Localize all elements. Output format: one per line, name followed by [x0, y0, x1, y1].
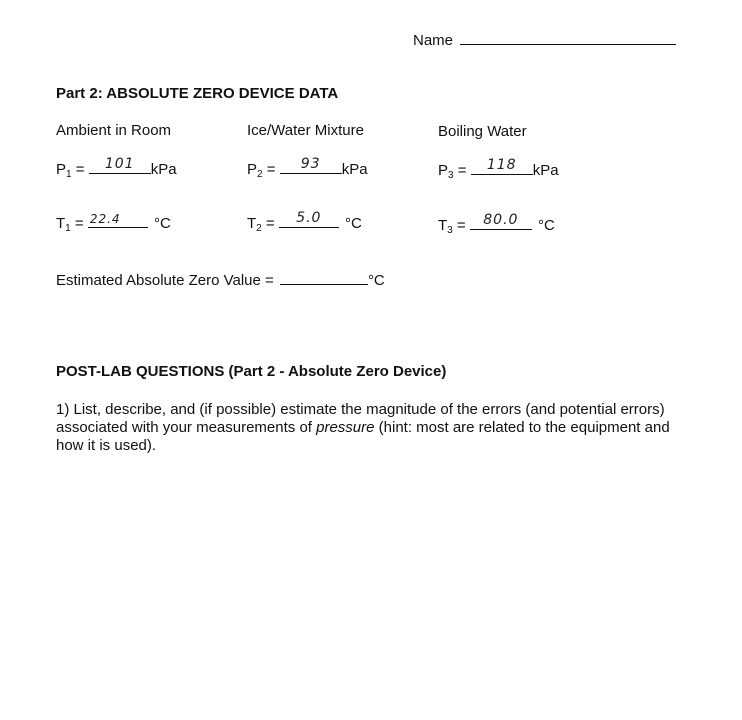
name-label: Name	[413, 32, 454, 49]
t1-value-blank[interactable]	[88, 213, 148, 228]
t1-unit: °C	[154, 215, 171, 232]
t1-value: 22.4	[89, 212, 121, 226]
estimate-label: Estimated Absolute Zero Value =	[56, 272, 274, 289]
p2-unit: kPa	[341, 161, 368, 178]
t3-value: 80.0	[483, 212, 519, 228]
p2-field: $P_2$ = 93 kPa	[247, 156, 368, 180]
t2-unit: °C	[345, 215, 362, 232]
p3-unit: kPa	[532, 162, 559, 179]
column-heading-boiling: Boiling Water	[438, 123, 527, 140]
name-field	[413, 30, 676, 49]
question-1: 1) List, describe, and (if possible) estimate the magnitude of the errors (and potential errors) associated with your measurements of pressure (hint: most are related to the equipment and how it is used).	[56, 401, 670, 454]
estimate-value-blank[interactable]	[280, 270, 368, 285]
estimate-field	[56, 270, 385, 289]
p3-field: $P_3$ = 118 kPa	[438, 157, 559, 181]
p1-field: $P_1$ = 101 kPa	[56, 156, 177, 180]
column-heading-ice-water: Ice/Water Mixture	[247, 122, 364, 139]
p1-value: 101	[104, 156, 135, 172]
postlab-title: POST-LAB QUESTIONS (Part 2 - Absolute Zero Device)	[56, 363, 447, 380]
p1-unit: kPa	[150, 161, 177, 178]
t1-field: $T_1$ = 22.4 °C	[56, 212, 171, 234]
part2-title: Part 2: ABSOLUTE ZERO DEVICE DATA	[56, 85, 339, 102]
p2-value: 93	[300, 156, 321, 172]
p3-value-blank[interactable]	[471, 157, 533, 175]
name-input-line[interactable]	[460, 30, 676, 45]
t2-field: $T_2$ = 5.0 °C	[247, 210, 362, 234]
t2-value: 5.0	[296, 210, 322, 226]
p2-value-blank[interactable]	[280, 156, 342, 174]
column-heading-ambient: Ambient in Room	[56, 122, 172, 139]
t3-field: $T_3$ = 80.0 °C	[438, 212, 555, 236]
t3-unit: °C	[538, 217, 555, 234]
p1-value-blank[interactable]	[89, 156, 151, 174]
emphasis-pressure: pressure	[316, 419, 375, 436]
t3-value-blank[interactable]	[470, 213, 532, 230]
t2-value-blank[interactable]	[279, 210, 339, 228]
estimate-unit: °C	[367, 272, 385, 289]
p3-value: 118	[486, 157, 517, 173]
